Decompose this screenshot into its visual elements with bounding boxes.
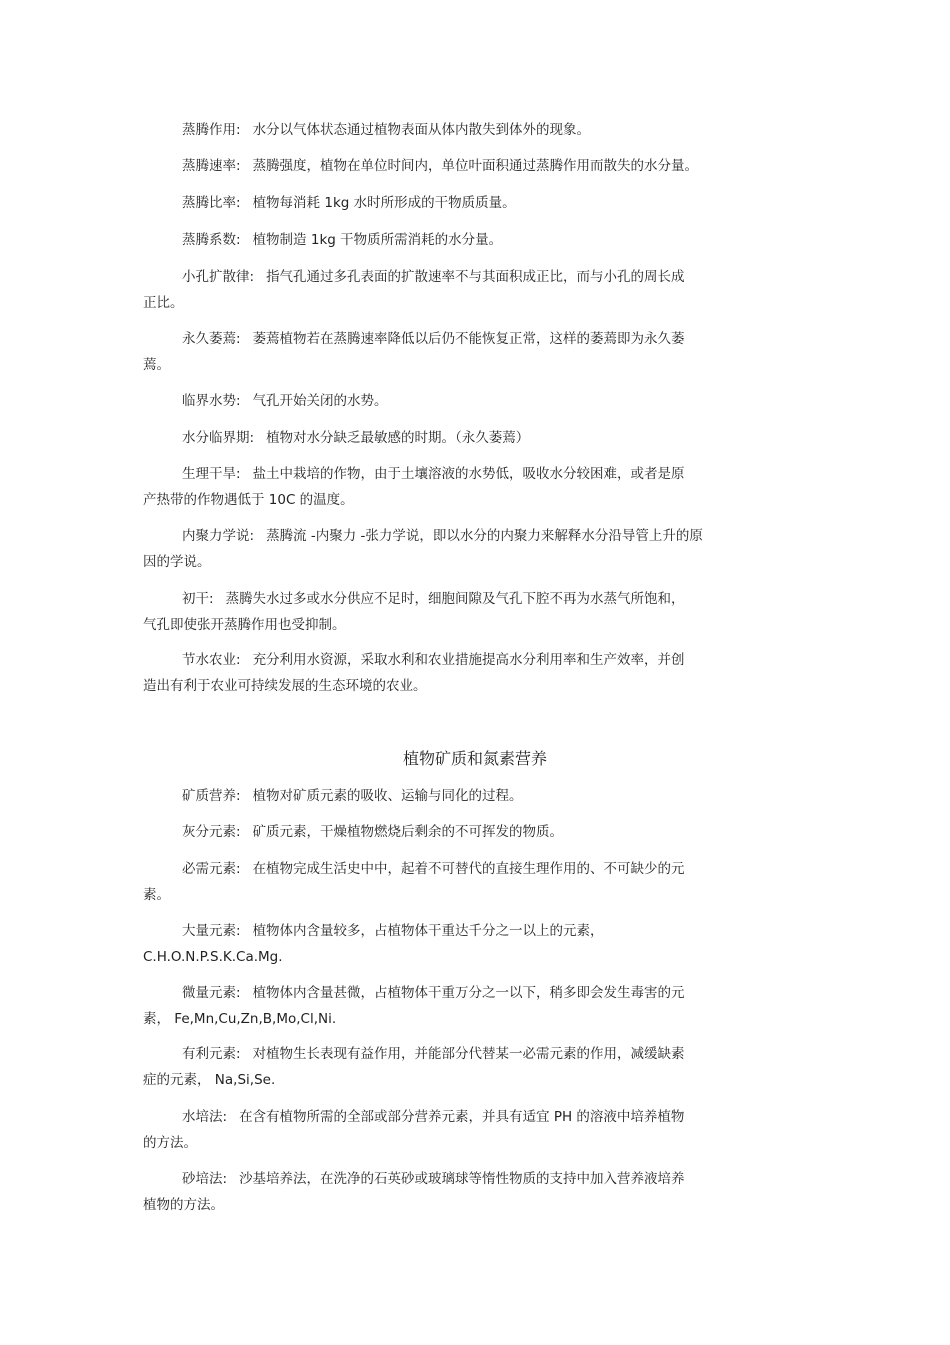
entry-term: 蒸腾速率: — [182, 158, 241, 174]
entry-term: 初干: — [182, 591, 214, 607]
definition-entry — [143, 819, 783, 845]
definition-entry — [143, 227, 783, 253]
entry-term: 灰分元素: — [182, 824, 241, 840]
entry-text: 蒸腾强度，植物在单位时间内，单位叶面积通过蒸腾作用而散失的水分量。 — [252, 158, 699, 174]
entry-continuation: 气孔即使张开蒸腾作用也受抑制。 — [143, 617, 346, 633]
definition-entry — [143, 586, 783, 638]
entry-term: 砂培法: — [182, 1171, 228, 1187]
entry-term: 蒸腾作用: — [182, 122, 241, 138]
entry-term: 节水农业: — [182, 652, 241, 668]
entry-continuation: 产热带的作物遇低于 10C 的温度。 — [143, 492, 354, 508]
entry-text: 对植物生长表现有益作用，并能部分代替某一必需元素的作用，减缓缺素 — [252, 1046, 685, 1062]
definition-entry — [143, 1104, 783, 1156]
entry-text: 充分利用水资源，采取水利和农业措施提高水分利用率和生产效率，并创 — [252, 652, 685, 668]
entry-text: 蒸腾失水过多或水分供应不足时，细胞间隙及气孔下腔不再为水蒸气所饱和， — [225, 591, 685, 607]
definition-entry — [143, 647, 783, 699]
entry-text: 植物对水分缺乏最敏感的时期。（永久萎蔫） — [266, 430, 530, 446]
entry-text: 植物体内含量甚微，占植物体干重万分之一以下，稍多即会发生毒害的元 — [252, 985, 685, 1001]
definition-entry — [143, 326, 783, 378]
entry-text: 气孔开始关闭的水势。 — [252, 393, 388, 409]
entry-text: 沙基培养法，在洗净的石英砂或玻璃球等惰性物质的支持中加入营养液培养 — [239, 1171, 685, 1187]
definition-entry — [143, 117, 783, 143]
entry-text: 植物制造 1kg 干物质所需消耗的水分量。 — [252, 232, 503, 248]
entry-term: 大量元素: — [182, 923, 241, 939]
entry-text: 在含有植物所需的全部或部分营养元素，并具有适宜 PH 的溶液中培养植物 — [239, 1109, 685, 1125]
definition-entry — [143, 190, 783, 216]
entry-term: 水培法: — [182, 1109, 228, 1125]
definition-entry — [143, 1166, 783, 1218]
entry-continuation: 因的学说。 — [143, 554, 211, 570]
definition-entry — [143, 264, 783, 316]
entry-text: 盐土中栽培的作物，由于土壤溶液的水势低，吸收水分较困难，或者是原 — [252, 466, 685, 482]
definition-entry — [143, 856, 783, 908]
entry-continuation: 正比。 — [143, 295, 184, 311]
entry-term: 临界水势: — [182, 393, 241, 409]
entry-continuation: 素， Fe,Mn,Cu,Zn,B,Mo,Cl,Ni. — [143, 1011, 337, 1027]
entry-term: 生理干旱: — [182, 466, 241, 482]
definition-entry — [143, 1041, 783, 1093]
entry-text: 水分以气体状态通过植物表面从体内散失到体外的现象。 — [252, 122, 591, 138]
entry-term: 小孔扩散律: — [182, 269, 255, 285]
entry-text: 植物每消耗 1kg 水时所形成的干物质质量。 — [252, 195, 516, 211]
entry-text: 蒸腾流 -内聚力 -张力学说，即以水分的内聚力来解释水分沿导管上升的原 — [266, 528, 703, 544]
entry-continuation: C.H.O.N.P.S.K.Ca.Mg. — [143, 949, 283, 965]
entry-continuation: 植物的方法。 — [143, 1197, 224, 1213]
entry-term: 微量元素: — [182, 985, 241, 1001]
entry-term: 水分临界期: — [182, 430, 255, 446]
entry-text: 植物体内含量较多，占植物体干重达千分之一以上的元素， — [252, 923, 604, 939]
definition-entry — [143, 523, 783, 575]
entry-text: 指气孔通过多孔表面的扩散速率不与其面积成正比，而与小孔的周长成 — [266, 269, 685, 285]
entry-term: 永久萎蔫: — [182, 331, 241, 347]
entry-text: 植物对矿质元素的吸收、运输与同化的过程。 — [252, 788, 523, 804]
entry-text: 在植物完成生活史中中，起着不可替代的直接生理作用的、不可缺少的元 — [252, 861, 685, 877]
definition-entry — [143, 918, 783, 970]
entry-term: 有利元素: — [182, 1046, 241, 1062]
entry-term: 必需元素: — [182, 861, 241, 877]
entry-continuation: 蔫。 — [143, 357, 170, 373]
definition-entry — [143, 153, 783, 179]
entry-text: 萎蔫植物若在蒸腾速率降低以后仍不能恢复正常，这样的萎蔫即为永久萎 — [252, 331, 685, 347]
definition-entry — [143, 783, 783, 809]
entry-continuation: 症的元素， Na,Si,Se. — [143, 1072, 276, 1088]
entry-term: 内聚力学说: — [182, 528, 255, 544]
definition-entry — [143, 461, 783, 513]
entry-term: 蒸腾比率: — [182, 195, 241, 211]
definition-entry — [143, 980, 783, 1032]
section-heading: 植物矿质和氮素营养 — [402, 749, 547, 768]
entry-term: 矿质营养: — [182, 788, 241, 804]
entry-continuation: 素。 — [143, 887, 170, 903]
entry-term: 蒸腾系数: — [182, 232, 241, 248]
definition-entry — [143, 425, 783, 451]
entry-continuation: 的方法。 — [143, 1135, 197, 1151]
entry-text: 矿质元素，干燥植物燃烧后剩余的不可挥发的物质。 — [252, 824, 564, 840]
entry-continuation: 造出有利于农业可持续发展的生态环境的农业。 — [143, 678, 427, 694]
definition-entry — [143, 388, 783, 414]
